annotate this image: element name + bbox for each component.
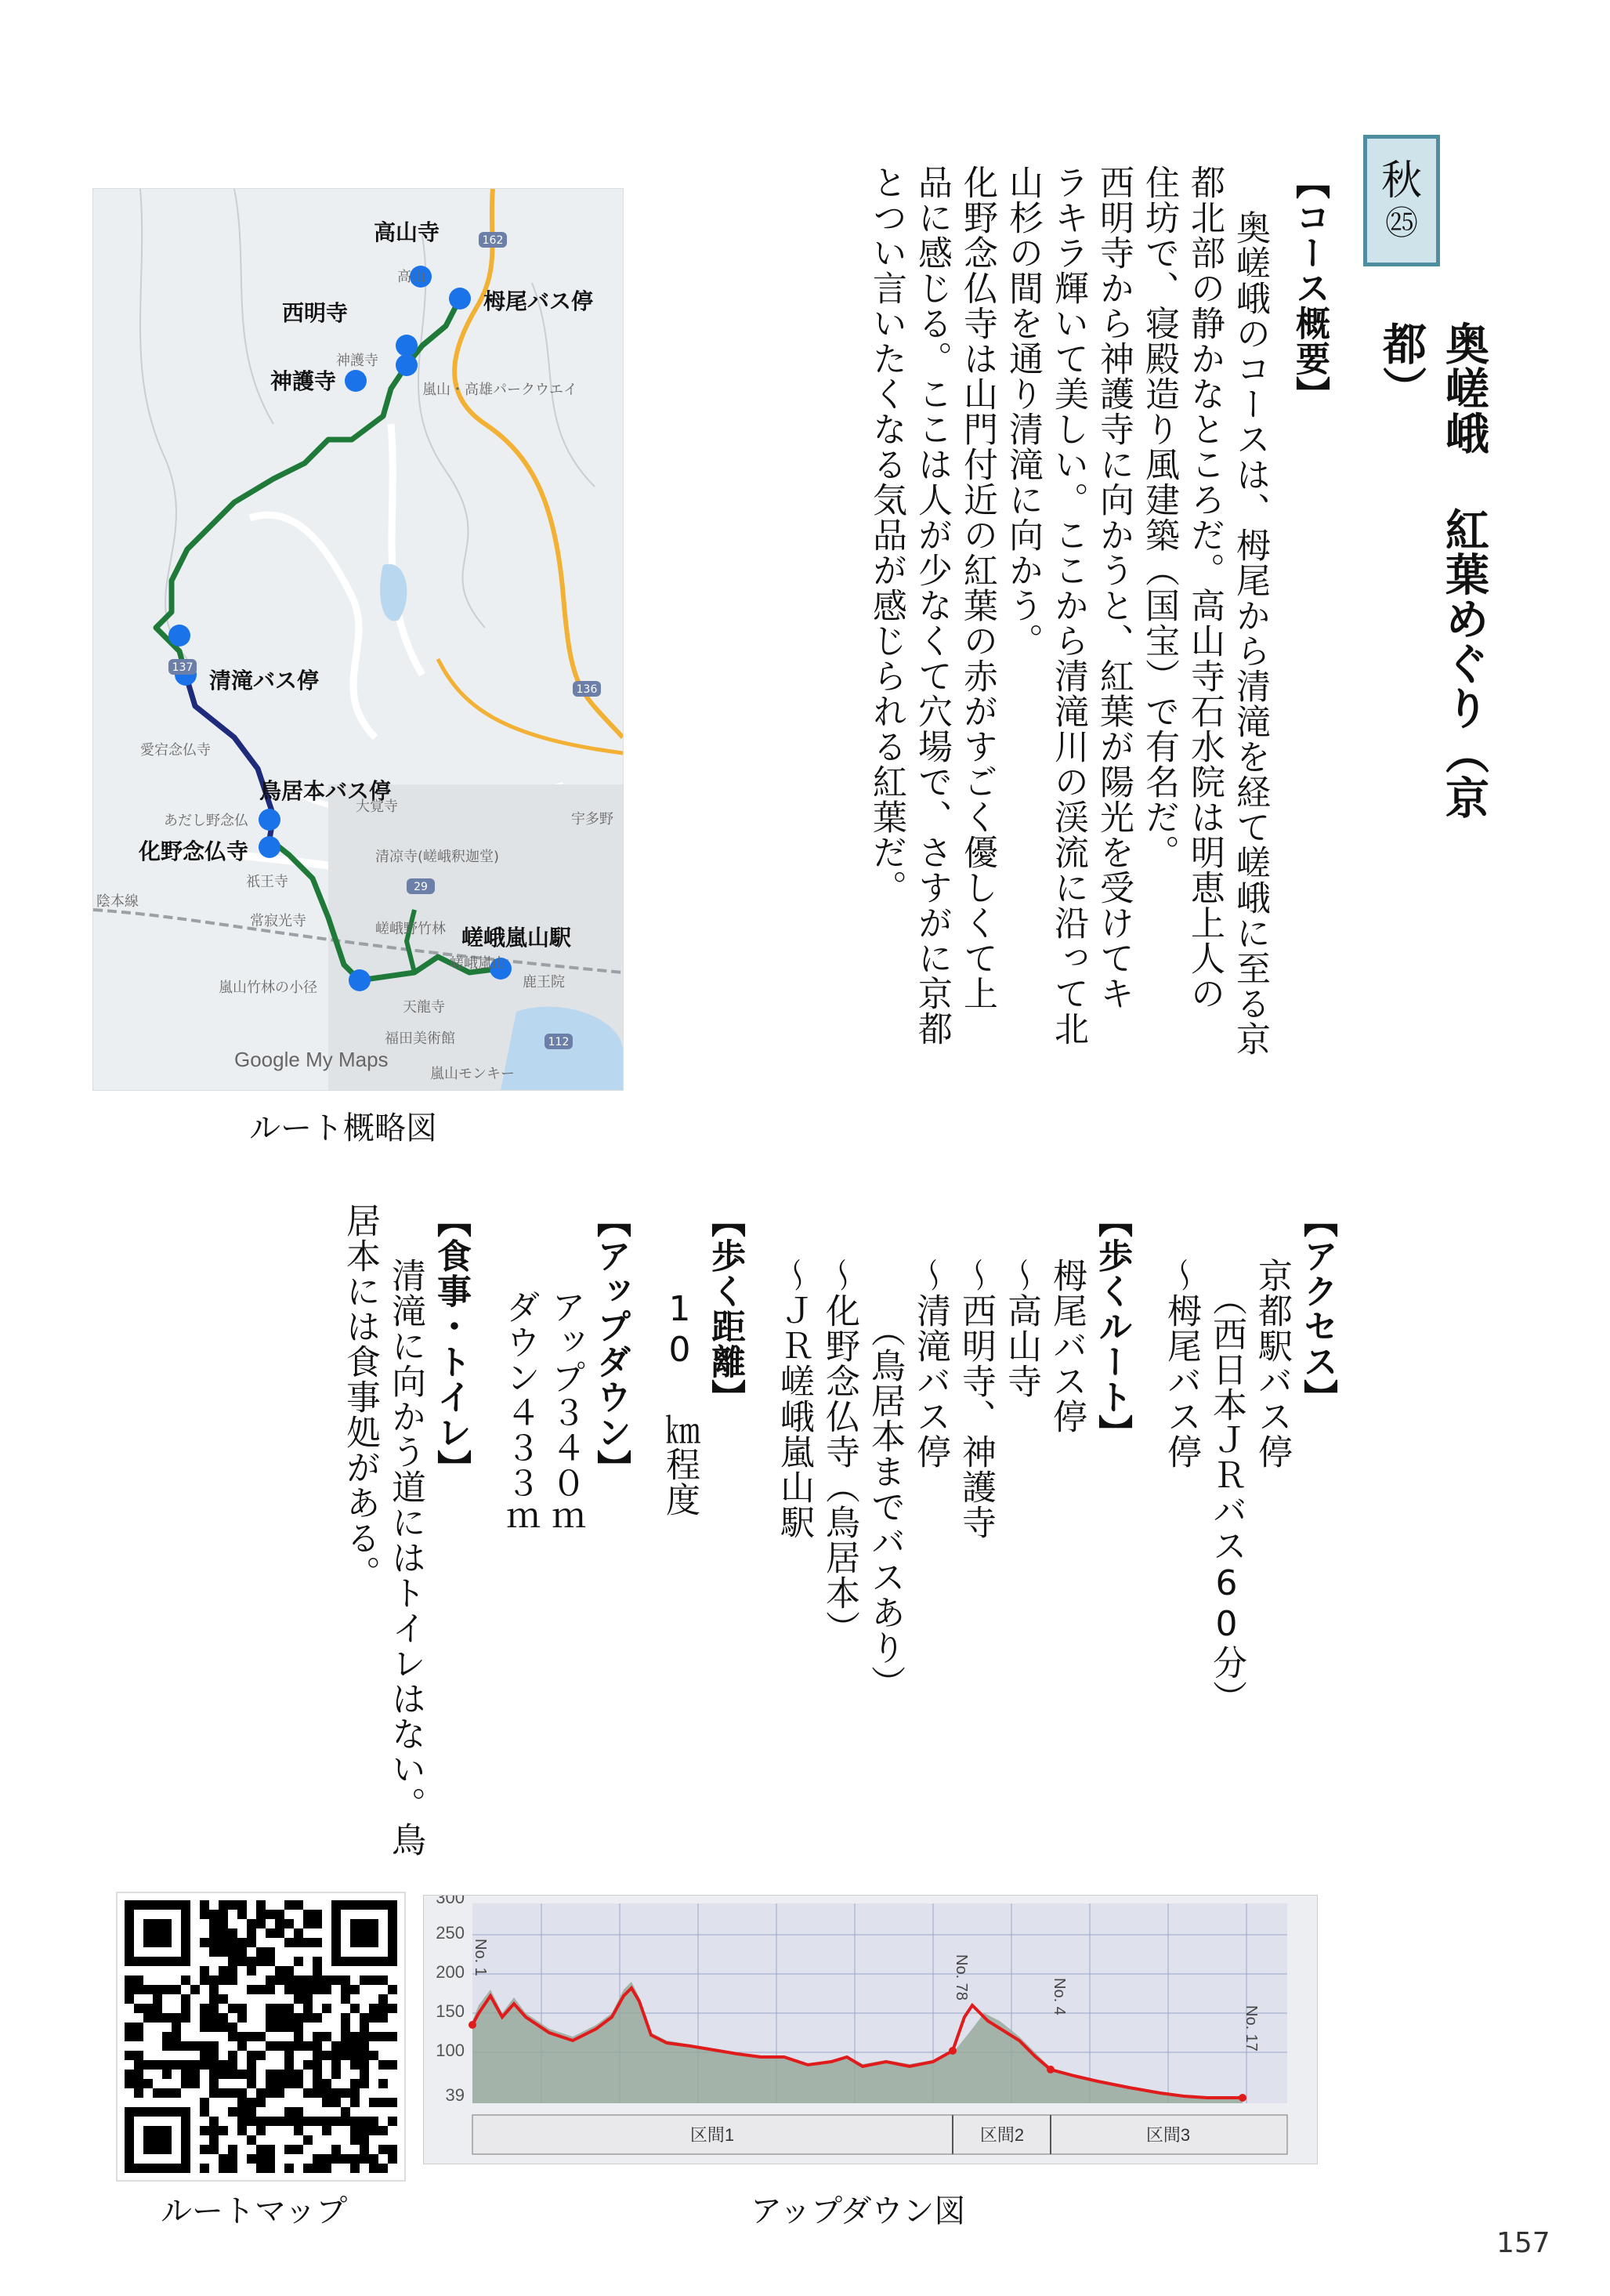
map-small-11: 嵐山モンキー: [430, 1066, 515, 1082]
distance-heading: 【歩く距離】: [705, 1203, 745, 1414]
overview-section: [705, 165, 1332, 1144]
page-number: 157: [1496, 2227, 1550, 2259]
overview-p1-l1: 奥嵯峨のコースは、栂尾から清滝を経て嵯峨に至る京: [1230, 210, 1270, 1056]
access-line-2: （西日本ＪＲバス60分）: [1207, 1281, 1246, 1715]
marker-no-78: No. 78: [953, 1954, 970, 2001]
food-line-1: 清滝に向かう道にはトイレはない。鳥: [385, 1258, 425, 1857]
map-small-9: 天龍寺: [403, 999, 445, 1016]
section-2: 区間2: [979, 2125, 1025, 2145]
route-line-2: ～高山寺: [1001, 1258, 1041, 1399]
y-tick-100: 100: [436, 2041, 465, 2060]
map-small-1: 愛宕念仏寺: [140, 742, 211, 759]
route-map-graphic: [93, 189, 623, 1090]
route-line-6: ～化野念仏寺（鳥居本）: [819, 1258, 859, 1646]
y-tick-300: 300: [436, 1896, 465, 1907]
map-small-3: 大覚寺: [356, 799, 398, 815]
map-label-jingoji: 神護寺: [270, 368, 336, 394]
map-small-4: 清凉寺(嵯峨釈迦堂): [375, 849, 500, 865]
route-line-5: （鳥居本までバスあり）: [865, 1313, 905, 1700]
road-number-136: 136: [576, 683, 598, 696]
page-title: 奥嵯峨 紅葉めぐり（京都）: [1376, 321, 1489, 820]
season-label: 秋: [1380, 158, 1422, 205]
map-small-12: 鹿王院: [523, 974, 565, 990]
section-3: 区間3: [1145, 2125, 1191, 2145]
route-line-3: ～西明寺、神護寺: [956, 1258, 996, 1540]
route-map[interactable]: [92, 188, 624, 1091]
qr-code-graphic: [118, 1893, 404, 2180]
qr-code[interactable]: [116, 1892, 406, 2182]
y-tick-39: 39: [445, 2085, 465, 2105]
season-badge: [1363, 135, 1440, 266]
food-line-2: 居本には食事処がある。: [340, 1203, 380, 1591]
road-number-112: 112: [548, 1036, 570, 1048]
course-number: ㉕: [1384, 204, 1418, 242]
map-label-kozanji: 高山寺: [373, 219, 440, 245]
overview-p1-l3: 住坊で、寝殿造り風建築（国宝）で有名だ。: [1139, 165, 1179, 870]
road-number-29: 29: [414, 881, 428, 893]
map-small-8: 嵐山竹林の小径: [219, 980, 317, 996]
google-maps-logo: Google My Maps: [234, 1048, 389, 1071]
map-small-0: 嵐山・高雄パークウエイ: [422, 382, 577, 398]
map-label-saimyoji: 西明寺: [281, 300, 348, 326]
marker-no-17: No. 17: [1243, 2005, 1260, 2052]
y-tick-250: 250: [436, 1923, 465, 1943]
overview-heading: 【コース概要】: [1290, 165, 1330, 411]
map-small-17: 高山: [397, 269, 425, 285]
qr-caption: ルートマップ: [161, 2193, 348, 2229]
route-line-4: ～清滝バス停: [910, 1258, 950, 1469]
access-heading: 【アクセス】: [1297, 1203, 1337, 1414]
overview-p2-l2: ラキラ輝いて美しい。ここから清滝川の渓流に沿って北: [1048, 165, 1088, 1046]
overview-p2-l1: 西明寺から神護寺に向かうと、紅葉が陽光を受けてキ: [1094, 165, 1134, 1011]
access-line-1: 京都駅バス停: [1252, 1258, 1292, 1469]
overview-p2-l3: 山杉の間を通り清滝に向かう。: [1003, 165, 1043, 658]
updown-up: アップ３４０ｍ: [545, 1289, 585, 1536]
road-number-162: 162: [482, 234, 504, 247]
route-heading: 【歩くルート】: [1092, 1203, 1132, 1450]
map-small-2: あだし野念仏: [164, 813, 248, 829]
overview-p3-l2: 品に感じる。ここは人が少なくて穴場で、さすがに京都: [912, 165, 952, 1046]
map-small-16: 神護寺: [336, 353, 378, 369]
map-small-6: 常寂光寺: [250, 913, 306, 929]
distance-value: 10 ㎞程度: [660, 1289, 700, 1517]
access-line-3: ～栂尾バス停: [1161, 1258, 1201, 1469]
elevation-profile: [423, 1895, 1318, 2164]
marker-no-1: No. 1: [472, 1939, 489, 1976]
marker-no-4: No. 4: [1051, 1978, 1068, 2015]
map-label-adashino: 化野念仏寺: [138, 838, 248, 864]
map-label-kiyotaki-bus: 清滝バス停: [209, 668, 320, 694]
map-label-toriimoto-bus: 鳥居本バス停: [259, 778, 392, 804]
food-heading: 【食事・トイレ】: [431, 1203, 471, 1485]
y-tick-200: 200: [436, 1962, 465, 1982]
overview-p3-l1: 化野念仏寺は山門付近の紅葉の赤がすごく優しくて上: [957, 165, 997, 1011]
updown-heading: 【アップダウン】: [591, 1203, 631, 1485]
road-number-137: 137: [172, 661, 194, 674]
map-small-5: 祇王寺: [246, 874, 288, 890]
overview-p1-l2: 都北部の静かなところだ。高山寺石水院は明恵上人の: [1185, 165, 1225, 1011]
map-small-13: 宇多野: [571, 811, 613, 828]
profile-caption: アップダウン図: [751, 2193, 966, 2229]
info-section: [118, 1203, 1340, 1892]
route-line-1: 栂尾バス停: [1047, 1258, 1087, 1434]
map-small-15: 陰本線: [96, 893, 139, 910]
y-tick-150: 150: [436, 2001, 465, 2021]
updown-down: ダウン４３３ｍ: [500, 1289, 540, 1536]
overview-p3-l3: とつい言いたくなる気品が感じられる紅葉だ。: [867, 165, 906, 905]
map-label-toganoo-bus: 栂尾バス停: [483, 288, 594, 314]
map-caption: ルート概略図: [249, 1110, 437, 1146]
elevation-profile-graphic: [424, 1896, 1317, 2164]
route-line-7: ～ＪＲ嵯峨嵐山駅: [774, 1258, 814, 1540]
map-small-10: 福田美術館: [385, 1030, 455, 1047]
map-label-saga-arashiyama: 嵯峨嵐山駅: [461, 925, 572, 951]
map-small-14: 嵯峨嵐山: [450, 955, 506, 972]
map-small-7: 嵯峨野竹林: [375, 921, 446, 937]
section-1: 区間1: [689, 2125, 735, 2145]
